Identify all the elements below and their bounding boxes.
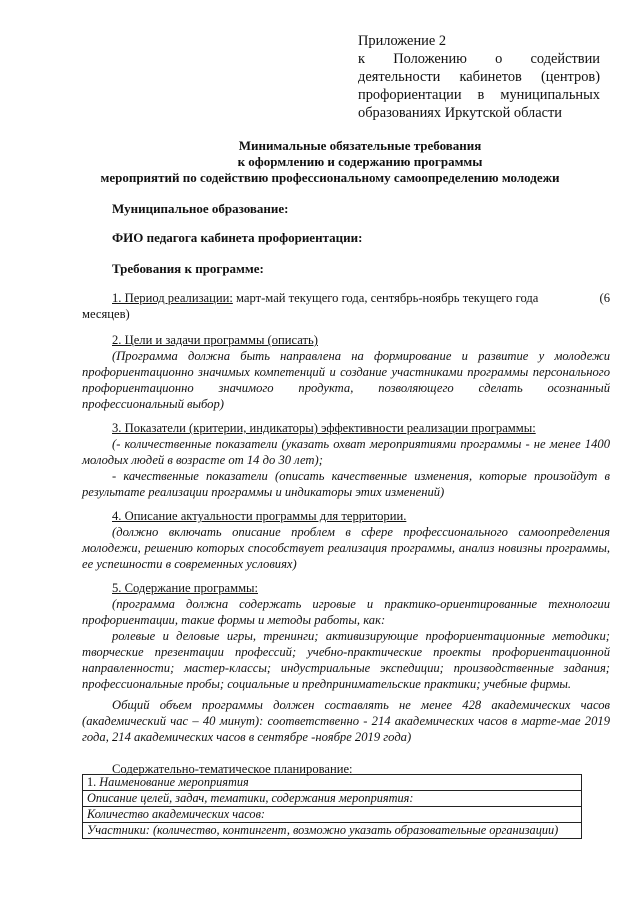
- period-number: (6: [599, 291, 610, 305]
- period-heading: 1. Период реализации:: [112, 291, 233, 305]
- indicators-line-4: результате реализации программы и индикаторы этих изменений): [82, 485, 445, 499]
- relevance-line-1: (должно включать описание проблем в сфере профессионального самоопределения: [112, 525, 610, 539]
- period-continuation: месяцев): [82, 307, 130, 321]
- goals-heading: 2. Цели и задачи программы (описать): [112, 333, 318, 347]
- municipality-label: Муниципальное образование:: [112, 201, 289, 216]
- section-indicators: [82, 420, 610, 500]
- title-line-1: Минимальные обязательные требования: [238, 138, 482, 153]
- plan-row-prefix: 1.: [87, 775, 100, 789]
- content-line-6: профессиональные пробы; социальные и предпринимательские практики; учебные фирмы.: [82, 677, 572, 691]
- section-content: [82, 580, 610, 692]
- section-period: [82, 290, 610, 322]
- plan-row-text: Участники: (количество, контингент, возможно указать образовательные организации): [87, 823, 559, 837]
- plan-row: [83, 807, 582, 823]
- plan-label: Содержательно-тематическое планирование:: [112, 762, 353, 776]
- goals-line-3: профориентационно значимого продукта, позволяющего сделать осознанный: [82, 381, 610, 395]
- appendix-header: [358, 32, 600, 122]
- content-line-4: творческие презентации профессий; учебно-практические проекты профориентационной: [82, 645, 610, 659]
- teacher-label: ФИО педагога кабинета профориентации:: [112, 230, 363, 245]
- volume-line-2: (академический час – 40 минут): соответственно - 214 академических часов в марте-мае 2019: [82, 714, 610, 728]
- appendix-line-1: Приложение 2: [358, 33, 447, 49]
- goals-line-4: профессиональный выбор): [82, 397, 224, 411]
- section-relevance: [82, 508, 610, 572]
- plan-row-text: Количество академических часов:: [87, 807, 266, 821]
- goals-line-1: (Программа должна быть направлена на формирование и развитие у молодежи: [112, 349, 610, 363]
- plan-row-text: Наименование мероприятия: [99, 775, 249, 789]
- title-line-3: мероприятий по содействию профессиональному самоопределению молодежи: [100, 170, 560, 185]
- plan-row: [83, 791, 582, 807]
- content-line-3: ролевые и деловые игры, тренинги; активизирующие профориентационные методики;: [112, 629, 610, 643]
- appendix-line-5: образованиях Иркутской области: [358, 105, 562, 121]
- relevance-heading: 4. Описание актуальности программы для территории.: [112, 509, 407, 523]
- volume-line-1: Общий объем программы должен составлять не менее 428 академических часов: [112, 698, 610, 712]
- indicators-line-3: - качественные показатели (описать качественные изменения, которые произойдут в: [112, 469, 610, 483]
- indicators-line-2: молодых людей в возрасте от 14 до 30 лет);: [82, 453, 323, 467]
- content-line-5: направленности; мастер-классы; индустриальные экспедиции; производственные задания;: [82, 661, 610, 675]
- goals-line-2: профориентационно значимых компетенций и создание участниками программы персонального: [82, 365, 610, 379]
- content-line-1: (программа должна содержать игровые и практико-ориентированные технологии: [112, 597, 610, 611]
- plan-table: [82, 774, 582, 839]
- content-heading: 5. Содержание программы:: [112, 581, 259, 595]
- indicators-heading: 3. Показатели (критерии, индикаторы) эффективности реализации программы:: [112, 421, 536, 435]
- document-title: [100, 138, 620, 186]
- section-volume: [82, 697, 610, 745]
- appendix-line-3: деятельности кабинетов (центров): [358, 69, 600, 85]
- plan-row: [83, 823, 582, 839]
- appendix-line-2: к Положению о содействии: [358, 51, 600, 67]
- section-goals: [82, 332, 610, 412]
- relevance-line-2: молодежи, решению которых способствует реализация программы, анализ новизны программы,: [82, 541, 610, 555]
- plan-row-text: Описание целей, задач, тематики, содержания мероприятия:: [87, 791, 414, 805]
- period-text: март-май текущего года, сентябрь-ноябрь текущего года: [232, 291, 539, 305]
- plan-row: [83, 775, 582, 791]
- indicators-line-1: (- количественные показатели (указать охват мероприятиями программы - не менее 1400: [112, 437, 610, 451]
- content-line-2: профориентации, такие формы и методы работы, как:: [82, 613, 386, 627]
- volume-line-3: года, 214 академических часов в сентябре -ноябре 2019 года): [82, 730, 412, 744]
- title-line-2: к оформлению и содержанию программы: [237, 154, 483, 169]
- requirements-label: Требования к программе:: [112, 261, 264, 276]
- appendix-line-4: профориентации в муниципальных: [358, 87, 600, 103]
- relevance-line-3: ее успешности в современных условиях): [82, 557, 297, 571]
